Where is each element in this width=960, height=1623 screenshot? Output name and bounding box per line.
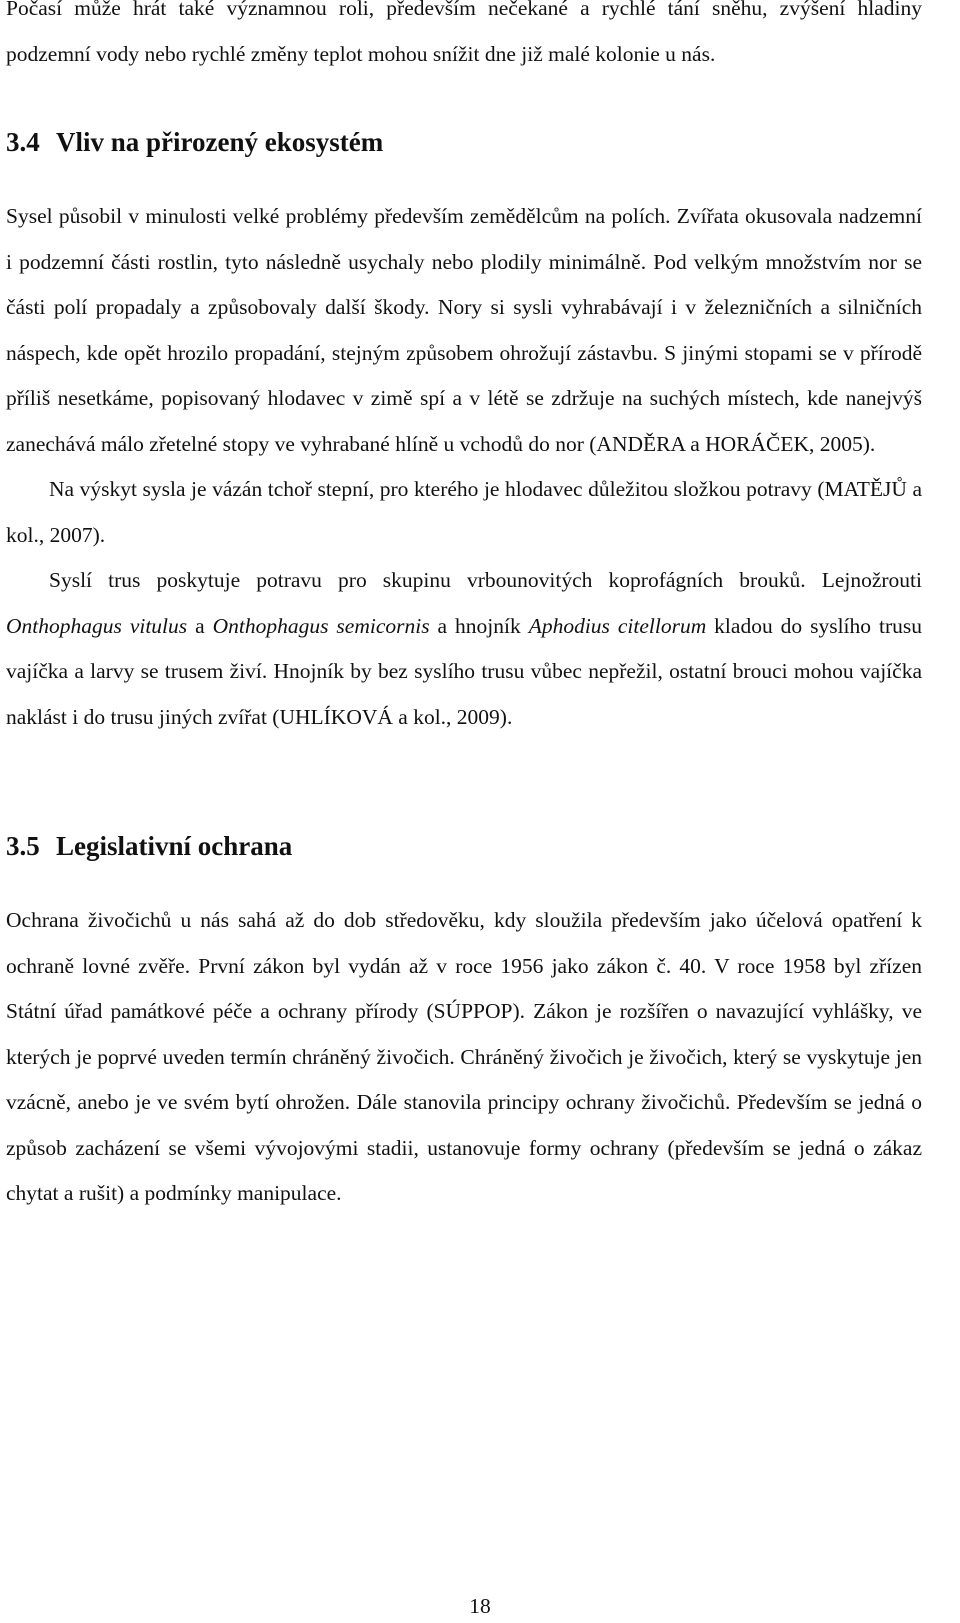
text-run: Syslí trus poskytuje potravu pro skupinu vrbounovitých koprofágních brouků. Lejnožrouti xyxy=(49,568,922,592)
section-number: 3.4 xyxy=(6,127,40,157)
section-title: Vliv na přirozený ekosystém xyxy=(56,127,384,157)
section-number: 3.5 xyxy=(6,831,40,861)
paragraph-sysel-problems: Sysel působil v minulosti velké problémy především zemědělcům na polích. Zvířata okusovala nadzemní i podzemní části rostlin, tyto následně usychaly nebo plodily minimálně. Pod velkým množstvím nor se části polí propadaly a způsobovaly další škody. Nory si sysli vyhrabávají i v železničních a silničních náspech, kde opět hrozilo propadání, stejným způsobem ohrožují zástavbu. S jinými stopami se v přírodě příliš nesetkáme, popisovaný hlodavec v zimě spí a v létě se zdržuje na suchých místech, kde nanejvýš zanechává málo zřetelné stopy ve vyhrabané hlíně u vchodů do nor (ANDĚRA a HORÁČEK, 2005). xyxy=(6,204,922,456)
text-run: kladou do syslího trusu vajíčka a larvy se trusem živí. Hnojník by bez syslího trusu vůbec nepřežil, ostatní brouci mohou vajíčka naklást i do trusu jiných zvířat (UHLÍKOVÁ a kol., 2009). xyxy=(6,613,922,729)
section-title: Legislativní ochrana xyxy=(56,831,293,861)
document-page xyxy=(6,0,922,1217)
paragraph-legislation: Ochrana živočichů u nás sahá až do dob středověku, kdy sloužila především jako účelová opatření k ochraně lovné zvěře. První zákon byl vydán až v roce 1956 jako zákon č. 40. V roce 1958 byl zřízen Státní úřad památkové péče a ochrany přírody (SÚPPOP). Zákon je rozšířen o navazující vyhlášky, ve kterých je poprvé uveden termín chráněný živočich. Chráněný živočich je živočich, který se vyskytuje jen vzácně, anebo je ve svém bytí ohrožen. Dále stanovila principy ochrany živočichů. Především se jedná o způsob zacházení se všemi vývojovými stadii, ustanovuje formy ochrany (především se jedná o zákaz chytat a rušit) a podmínky manipulace. xyxy=(6,908,922,1205)
paragraph-weather: Počasí může hrát také významnou roli, především nečekané a rychlé tání sněhu, zvýšení hladiny podzemní vody nebo rychlé změny teplot mohou snížit dne již malé kolonie u nás. xyxy=(6,0,922,66)
paragraph-tchor: Na výskyt sysla je vázán tchoř stepní, pro kterého je hlodavec důležitou složkou potravy (MATĚJŮ a kol., 2007). xyxy=(6,477,922,547)
text-run: a xyxy=(187,613,213,638)
species-name: Onthophagus semicornis xyxy=(212,613,430,638)
species-name: Onthophagus vitulus xyxy=(6,613,188,638)
section-heading-3-5 xyxy=(6,824,922,869)
text-run: a hnojník xyxy=(429,613,529,638)
species-name: Aphodius citellorum xyxy=(528,613,707,638)
page-number: 18 xyxy=(469,1594,491,1618)
section-heading-3-4 xyxy=(6,120,922,165)
paragraph-beetles xyxy=(6,558,922,740)
